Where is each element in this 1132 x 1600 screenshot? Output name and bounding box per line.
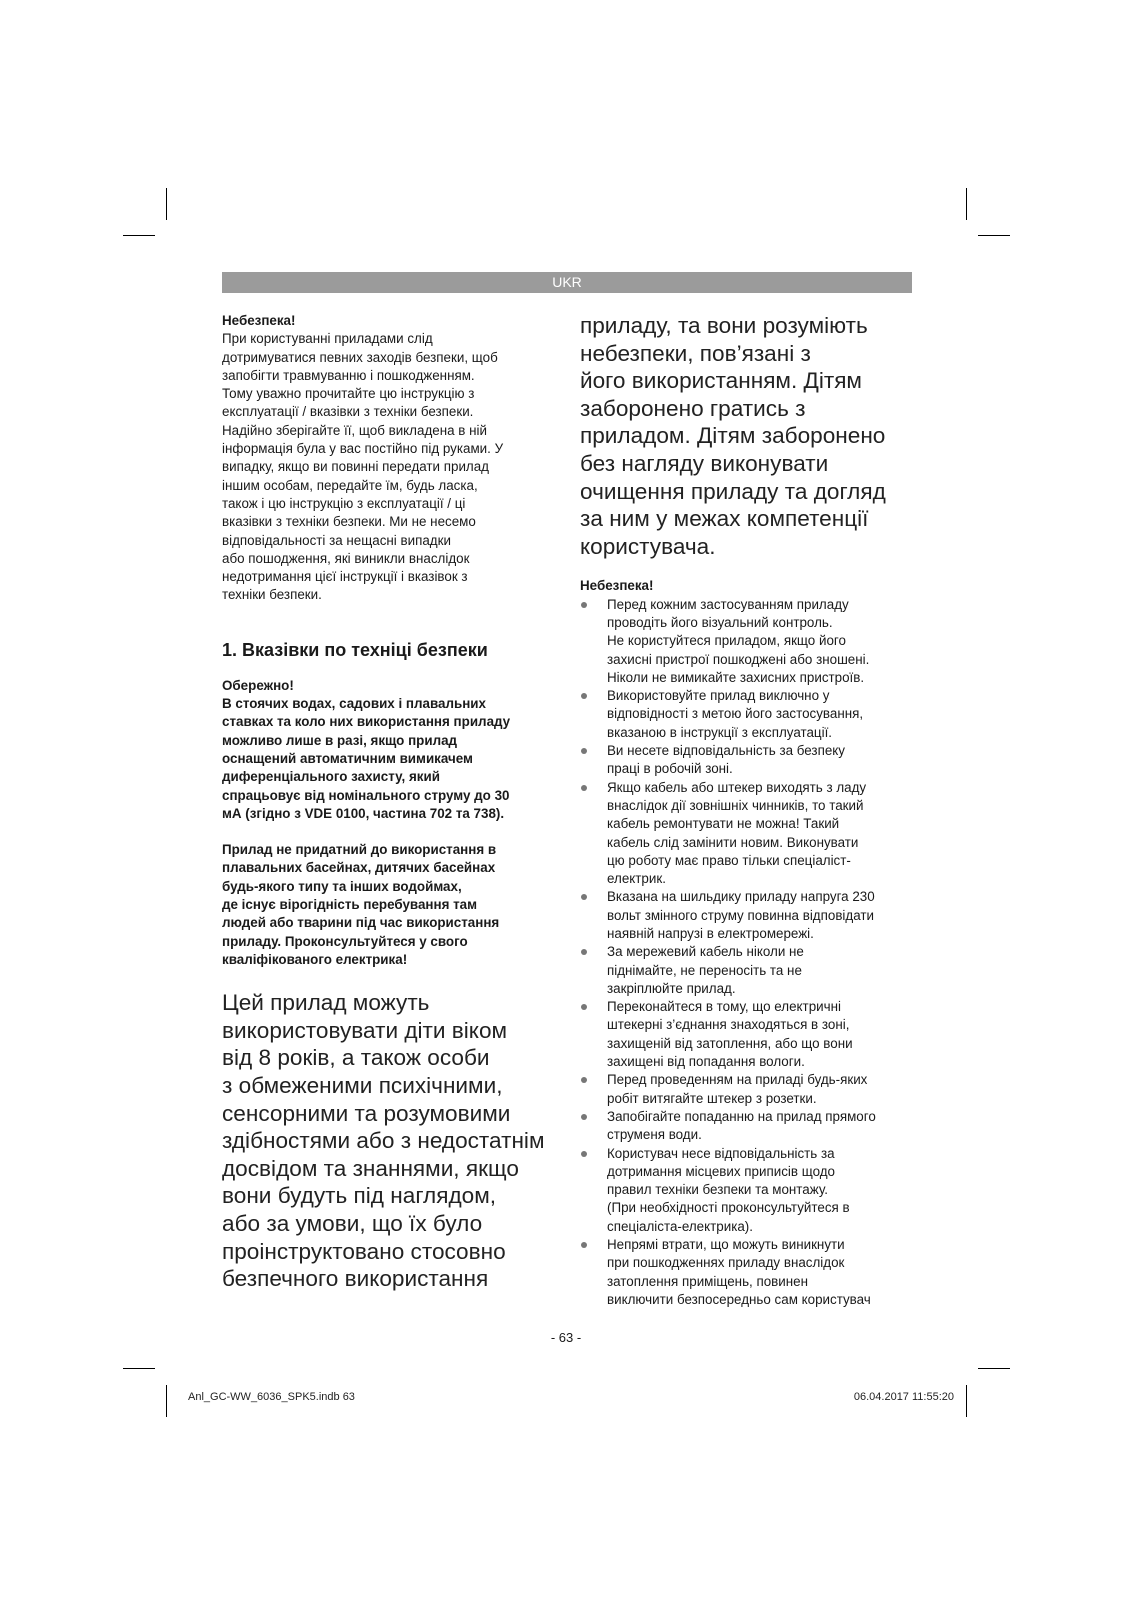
large-text-line: здібностями або з недостатнім (222, 1128, 545, 1154)
list-item-line: Якщо кабель або штекер виходять з ладу (607, 779, 867, 795)
list-item (580, 779, 912, 889)
large-text-line: безпечного використання (222, 1266, 489, 1292)
list-item-line: проводіть його візуальний контроль. (607, 614, 833, 630)
text-line: оснащений автоматичним вимикачем (222, 750, 473, 766)
crop-mark (166, 188, 167, 220)
list-item-line: струменя води. (607, 1127, 702, 1143)
list-item-line: Вказана на шильдику приладу напруга 230 (607, 889, 875, 905)
large-text-line: досвідом та знаннями, якщо (222, 1155, 519, 1181)
text-line: можливо лише в разі, якщо прилад (222, 732, 458, 748)
large-text-line: за ним у межах компетенції (580, 506, 869, 532)
large-text-line: очищення приладу та догляд (580, 478, 886, 504)
large-text-line: без нагляду виконувати (580, 450, 829, 476)
large-text-line: заборонено гратись з (580, 395, 806, 421)
text-line: також і цю інструкцію з експлуатації / ці (222, 495, 466, 511)
list-item-line: штекерні з’єднання знаходяться в зоні, (607, 1017, 850, 1033)
text-line: Прилад не придатний до використання в (222, 842, 497, 858)
crop-mark (123, 235, 155, 236)
list-item-line: Перед проведенням на приладі будь-яких (607, 1072, 868, 1088)
text-line: мА (згідно з VDE 0100, частина 702 та 738). (222, 805, 505, 821)
list-item-line: Користувач несе відповідальність за (607, 1145, 835, 1161)
large-text-line: його використанням. Дітям (580, 368, 862, 394)
large-text-line: вони будуть під наглядом, (222, 1183, 497, 1209)
list-item-line: Запобігайте попаданню на прилад прямого (607, 1108, 876, 1124)
large-text-line: або за умови, що їх було (222, 1210, 483, 1236)
text-line: експлуатації / вказівки з техніки безпеки. (222, 404, 474, 420)
list-item (580, 687, 912, 742)
text-line: кваліфікованого електрика! (222, 951, 408, 967)
crop-mark (166, 1385, 167, 1417)
crop-mark (978, 1368, 1010, 1369)
list-item-line: За мережевий кабель ніколи не (607, 944, 804, 960)
list-item-line: Ніколи не вимикайте захисних пристроїв. (607, 669, 865, 685)
list-item (580, 998, 912, 1071)
text-line: інформація була у вас постійно під руками. У (222, 441, 504, 457)
list-item-line: праці в робочій зоні. (607, 761, 733, 777)
list-item (580, 742, 912, 779)
list-item-line: Непрямі втрати, що можуть виникнути (607, 1237, 845, 1253)
list-item-line: Переконайтеся в тому, що електричні (607, 999, 841, 1015)
list-item-line: виключити безпосередньо сам користувач (607, 1291, 871, 1307)
text-line: відповідальності за нещасні випадки (222, 532, 451, 548)
text-line: недотримання цієї інструкції і вказівок з (222, 569, 468, 585)
crop-mark (966, 188, 967, 220)
text-line: запобігти травмуванню і пошкодженням. (222, 367, 475, 383)
text-line: Надійно зберігайте її, щоб викладена в ній (222, 422, 487, 438)
list-item-line: закріплюйте прилад. (607, 980, 736, 996)
large-text-line: з обмеженими психічними, (222, 1072, 503, 1098)
list-item-line: захисні пристрої пошкоджені або зношені. (607, 651, 870, 667)
crop-mark (978, 235, 1010, 236)
text-line: вказівки з техніки безпеки. Ми не несемо (222, 514, 476, 530)
text-line: В стоячих водах, садових і плавальних (222, 696, 486, 712)
list-item-line: вольт змінного струму повинна відповідати (607, 907, 874, 923)
text-line: іншим особам, передайте їм, будь ласка, (222, 477, 478, 493)
text-line: дотримуватися певних заходів безпеки, щоб (222, 349, 498, 365)
page-number: - 63 - (550, 1330, 582, 1345)
text-line: випадку, якщо ви повинні передати прилад (222, 459, 489, 475)
list-item (580, 1071, 912, 1108)
text-line: диференціального захисту, який (222, 769, 440, 785)
large-text-line: Цей прилад можуть (222, 990, 430, 1016)
text-line: де існує вірогідність перебування там (222, 897, 478, 913)
large-text-line: приладу, та вони розуміють (580, 313, 868, 338)
section-heading: 1. Вказівки по техніці безпеки (222, 639, 488, 660)
list-item-line: кабель слід замінити новим. Виконувати (607, 834, 859, 850)
list-item (580, 943, 912, 998)
large-text-line: проінструктовано стосовно (222, 1238, 506, 1264)
list-item-line: цю роботу має право тільки спеціаліст- (607, 852, 851, 868)
text-line: плавальних басейнах, дитячих басейнах (222, 860, 496, 876)
text-line: приладу. Проконсультуйтеся у свого (222, 933, 468, 949)
list-item (580, 888, 912, 943)
footer-date: 06.04.2017 11:55:20 (853, 1391, 954, 1403)
text-line: При користуванні приладами слід (222, 331, 433, 347)
text-line: ставках та коло них використання приладу (222, 714, 511, 730)
list-item-line: кабель ремонтувати не можна! Такий (607, 816, 840, 832)
list-item-line: Використовуйте прилад виключно у (607, 688, 830, 704)
intro-paragraph (222, 330, 558, 604)
large-text-line: користувача. (580, 533, 716, 559)
text-line: або пошодження, які виникли внаслідок (222, 550, 470, 566)
children-notice-large (222, 989, 558, 1293)
list-item-line: наявній напрузі в електромережі. (607, 925, 814, 941)
list-item-line: вказаною в інструкції з експлуатації. (607, 724, 833, 740)
list-item-line: внаслідок дії зовнішніх чинників, то такий (607, 797, 864, 813)
list-item-line: при пошкодженнях приладу внаслідок (607, 1255, 845, 1271)
text-line: техніки безпеки. (222, 587, 322, 603)
list-item-line: робіт витягайте штекер з розетки. (607, 1090, 817, 1106)
right-column (580, 312, 912, 1309)
list-item-line: відповідності з метою його застосування, (607, 706, 864, 722)
list-item-line: захищеній від затоплення, або що вони (607, 1035, 853, 1051)
crop-mark (123, 1368, 155, 1369)
list-item-line: електрик. (607, 871, 666, 887)
list-item (580, 1145, 912, 1236)
children-notice-continued (580, 312, 912, 560)
language-header-bar (222, 272, 912, 293)
large-text-line: небезпеки, пов’язані з (580, 340, 811, 366)
large-text-line: приладом. Дітям заборонено (580, 423, 886, 449)
large-text-line: від 8 років, а також особи (222, 1045, 490, 1071)
list-item-line: Не користуйтеся приладом, якщо його (607, 633, 846, 649)
danger-title: Небезпека! (222, 313, 296, 328)
list-item (580, 596, 912, 687)
list-item-line: правил техніки безпеки та монтажу. (607, 1182, 828, 1198)
danger-title-right: Небезпека! (580, 578, 654, 594)
large-text-line: сенсорними та розумовими (222, 1100, 511, 1126)
list-item-line: спеціаліста-електрика). (607, 1218, 753, 1234)
safety-bullet-list (580, 596, 912, 1310)
pool-warning-paragraph (222, 841, 558, 969)
footer-file: Anl_GC-WW_6036_SPK5.indb 63 (188, 1391, 355, 1403)
caution-paragraph (222, 695, 558, 823)
list-item-line: дотримання місцевих приписів щодо (607, 1163, 835, 1179)
text-line: людей або тварини під час використання (222, 915, 500, 931)
list-item (580, 1108, 912, 1145)
list-item-line: Ви несете відповідальність за безпеку (607, 743, 845, 759)
language-code: UKR (552, 274, 582, 290)
text-line: Тому уважно прочитайте цю інструкцію з (222, 386, 475, 402)
large-text-line: використовувати діти віком (222, 1017, 508, 1043)
list-item-line: затоплення приміщень, повинен (607, 1273, 809, 1289)
text-line: будь-якого типу та інших водоймах, (222, 878, 462, 894)
list-item-line: піднімайте, не переносіть та не (607, 962, 802, 978)
text-line: спрацьовує від номінального струму до 30 (222, 787, 510, 803)
caution-title: Обережно! (222, 677, 294, 693)
left-column (222, 312, 558, 1293)
list-item-line: Перед кожним застосуванням приладу (607, 596, 849, 612)
crop-mark (966, 1385, 967, 1417)
list-item-line: захищені від попадання вологи. (607, 1054, 805, 1070)
list-item (580, 1236, 912, 1309)
list-item-line: (При необхідності проконсультуйтеся в (607, 1200, 850, 1216)
